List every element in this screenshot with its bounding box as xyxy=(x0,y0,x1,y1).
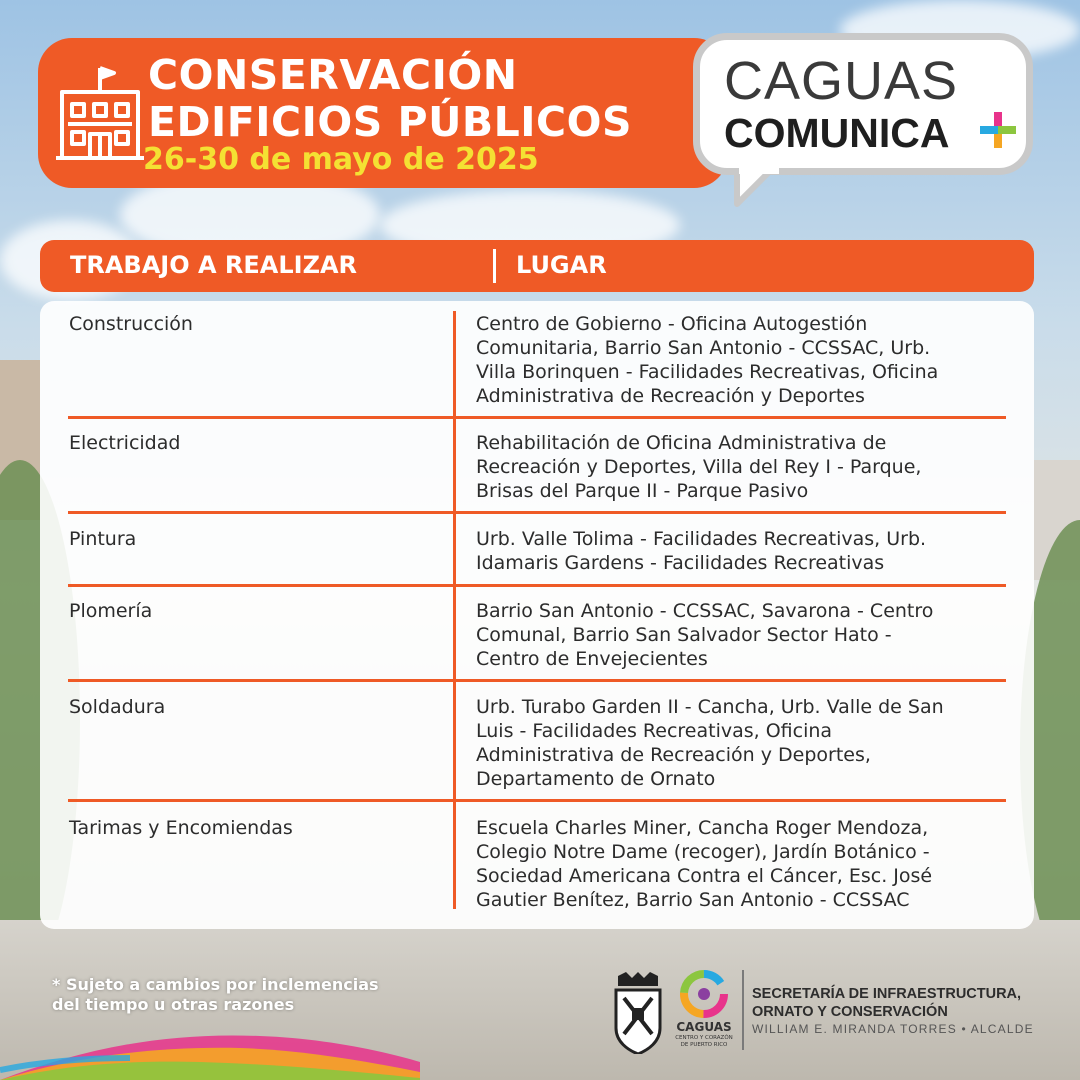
row-divider xyxy=(68,584,1006,587)
place-cell: Rehabilitación de Oficina Administrativa de Recreación y Deportes, Villa del Rey I - Parque, Brisas del Parque II - Parque Pasivo xyxy=(476,432,922,502)
work-cell: Plomería xyxy=(69,600,153,622)
speech-bubble-tail xyxy=(733,168,783,208)
row-divider xyxy=(68,511,1006,514)
multicolor-plus-icon xyxy=(980,112,1016,148)
column-header-place: LUGAR xyxy=(516,251,607,279)
work-cell: Pintura xyxy=(69,528,137,550)
rainbow-swoosh xyxy=(0,1010,420,1080)
mayor-name: WILLIAM E. MIRANDA TORRES • ALCALDE xyxy=(752,1022,1034,1036)
city-logo-name: CAGUAS xyxy=(676,1020,732,1034)
city-logo-tagline: CENTRO Y CORAZÓN DE PUERTO RICO xyxy=(675,1035,733,1048)
footer-divider xyxy=(742,970,744,1050)
column-divider xyxy=(453,311,456,909)
place-cell: Urb. Turabo Garden II - Cancha, Urb. Valle de San Luis - Facilidades Recreativas, Oficina Administrativa de Recreación y Deportes, Departamento de Ornato xyxy=(476,696,944,790)
row-divider xyxy=(68,799,1006,802)
place-cell: Barrio San Antonio - CCSSAC, Savarona - Centro Comunal, Barrio San Salvador Sector Hato - Centro de Envejecientes xyxy=(476,600,934,670)
title-line-1: CONSERVACIÓN xyxy=(148,51,518,99)
work-cell: Soldadura xyxy=(69,696,166,718)
municipal-seal-icon xyxy=(612,972,664,1054)
public-building-icon xyxy=(52,64,148,164)
logo-line-1: CAGUAS xyxy=(724,51,959,111)
caguas-comunica-logo xyxy=(693,33,1033,175)
place-cell: Urb. Valle Tolima - Facilidades Recreativas, Urb. Idamaris Gardens - Facilidades Recreativas xyxy=(476,528,927,574)
title-line-2: EDIFICIOS PÚBLICOS xyxy=(148,98,633,146)
row-divider xyxy=(68,416,1006,419)
work-cell: Electricidad xyxy=(69,432,181,454)
header-banner xyxy=(38,38,728,188)
disclaimer-note: * Sujeto a cambios por inclemencias del tiempo u otras razones xyxy=(52,975,379,1014)
logo-line-2: COMUNICA xyxy=(724,110,950,156)
agency-name: SECRETARÍA DE INFRAESTRUCTURA, ORNATO Y CONSERVACIÓN xyxy=(752,986,1022,1020)
table-body xyxy=(40,301,1034,929)
place-cell: Centro de Gobierno - Oficina Autogestión Comunitaria, Barrio San Antonio - CCSSAC, Urb. Villa Borinquen - Facilidades Recreativas, Oficina Administrativa de Recreación y Deportes xyxy=(476,313,939,407)
table-header xyxy=(40,240,1034,292)
work-cell: Tarimas y Encomiendas xyxy=(69,817,293,839)
header-divider xyxy=(493,249,496,283)
row-divider xyxy=(68,679,1006,682)
place-cell: Escuela Charles Miner, Cancha Roger Mendoza, Colegio Notre Dame (recoger), Jardín Botánico - Sociedad Americana Contra el Cáncer, Esc. José Gautier Benítez, Barrio San Antonio - CCSSAC xyxy=(476,817,933,911)
page-title xyxy=(148,52,632,146)
column-header-work: TRABAJO A REALIZAR xyxy=(70,251,358,279)
work-cell: Construcción xyxy=(69,313,193,335)
date-range: 26-30 de mayo de 2025 xyxy=(143,142,539,177)
